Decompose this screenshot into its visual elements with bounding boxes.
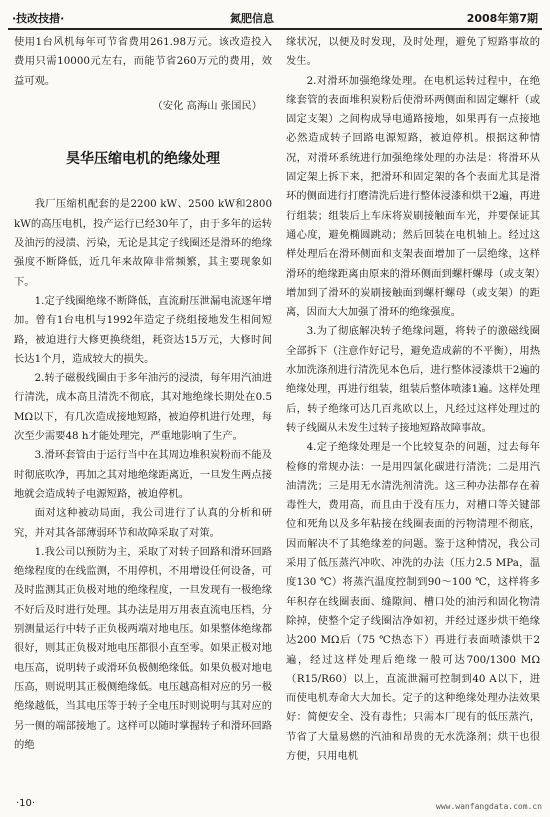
paragraph: 我厂压缩机配套的是2200 kW、2500 kW和2800 kW的高压电机，投产运行已经30年了，由于多年的运转及油污的浸渍、污染，无论是其定子线圈还是滑环的绝缘强度不断降低，近几年来故障非常频繁，其主要现象如下。 xyxy=(14,198,272,288)
journal-name: 氮肥信息 xyxy=(230,12,274,25)
paragraph: 3.为了彻底解决转子绝缘问题，将转子的激磁线圈全部拆下（注意作好记号，避免造成薪的不平衡），用热水加洗涤剂进行清洗见本色后，进行整体浸漆烘干2遍的绝缘处理，再进行组装，组装后整体喷漆1遍。这样处理后，转子绝缘可达几百兆欧以上，凡经过这样处理过的转子线圈从未发生过转子接地短路故障事故。 xyxy=(286,325,540,434)
paragraph: 3.滑环套管由于运行当中在其周边堆积炭粉而不能及时彻底吹净，再加之其对地绝缘距离近，一旦发生两点接地就会造成转子电源短路，被迫停机。 xyxy=(14,449,272,500)
right-column xyxy=(286,33,540,766)
previous-article-ending: 使用1台风机每年可节省费用261.98万元。该改造投入费用只需10000元左右，而能节省260万元的费用，效益可观。 xyxy=(14,36,272,87)
article-title: 昊华压缩电机的绝缘处理 xyxy=(66,151,220,168)
page-header xyxy=(8,4,542,30)
issue-label: 2008年第7期 xyxy=(466,12,538,25)
paragraph: 缘状况，以便及时发现，及时处理，避免了短路事故的发生。 xyxy=(286,36,540,68)
watermark: www.wanfangdata.com.cn xyxy=(436,802,542,811)
paragraph: 4.定子绝缘处理是一个比较复杂的问题，过去每年检修的常规办法：一是用四氯化碳进行清洗；二是用汽油清洗；三是用无水清洗剂清洗。这三种办法都存在着毒性大，费用高，而且由于没有压力，对槽口等关键部位和死角以及多年粘接在线圈表面的污物清理不彻底，因而解决不了其绝缘差的问题。鉴于这种情况，我公司采用了低压蒸汽冲吹、冲洗的办法（压力2.5 MPa，温度130 ℃）将蒸汽温度控制到90～100 ℃，这样将多年积存在线圈表面、缝隙间、槽口处的油污和固化物清除掉，使整个定子线圈洁净如初，并经过逐步烘干绝缘达200 MΩ后（75 ℃热态下）再进行表面喷漆烘干2遍，经过这样处理后绝缘一般可达700/1300 MΩ（R15/R60）以上，直流泄漏可控制到40 A以下，进而使电机寿命大大加长。定子的这种绝缘处理办法效果好：简便安全、没有毒性；只需本厂现有的低压蒸汽，节省了大量易燃的汽油和昂贵的无水洗涤剂；烘干也很方便，只用电机 xyxy=(286,441,540,762)
page-number: ·10· xyxy=(16,798,36,809)
left-column xyxy=(14,33,272,755)
paragraph: 面对这种被动局面，我公司进行了认真的分析和研究，并对其各部薄弱环节和故障采取了对策。 xyxy=(14,507,272,539)
paragraph: 1.我公司以预防为主，采取了对转子回路和滑环回路绝缘程度的在线监测，不用停机，不用增设任何设备，可及时监测其正负极对地的绝缘程度，一旦发现有一极绝缘不好后及时进行处理。其办法是用万用表直流电压档，分别测量运行中转子正负极两端对地电压。如果整体绝缘都很好，则其正负极对地电压都很小直至零。如果正极对地电压高，说明转子或滑环负极侧绝缘低。如果负极对地电压高，则说明其正极侧绝缘低。电压越高相对应的另一极绝缘越低，当其电压等于转子全电压时则说明与其对应的另一侧的端部接地了。这样可以随时掌握转子和滑环回路的绝 xyxy=(14,545,272,751)
paragraph: 2.转子磁极线圈由于多年油污的浸渍，每年用汽油进行清洗，成本高且清洗不彻底，其对地绝缘长期处在0.5 MΩ以下，有几次造成接地短路，被迫停机进行处理，每次至少需要48 h才能处理完，严重地影响了生产。 xyxy=(14,372,272,443)
section-label: ·技改技措· xyxy=(12,12,65,25)
paragraph: 1.定子线圈绝缘不断降低，直流耐压泄漏电流逐年增加。曾有1台电机与1992年造定子绕组接地发生相间短路，被迫进行大修更换绕组，耗资达15万元，大修时间长达1个月，造成较大的损失。 xyxy=(14,294,272,365)
previous-article-signature: （安化 高海山 张国民） xyxy=(152,99,262,112)
paragraph: 2.对滑环加强绝缘处理。在电机运转过程中，在绝缘套管的表面堆积炭粉后使滑环两侧面和固定螺杆（或固定支架）之间构成导电通路接地，如果再有一点接地必然造成转子回路电源短路，被迫停机。根据这种情况，对滑环系统进行加强绝缘处理的办法是：将滑环从固定架上拆下来，把滑环和固定架的各个表面尤其是滑环的侧面进行打磨清洗后进行整体浸漆和烘干2遍，再进行组装；组装后上车床将炭刷接触面车光，并要保证其通心度，避免椭圆跳动；然后回装在电机轴上。经过这样处理后在滑环侧面和支架表面增加了一层绝缘，这样滑环的绝缘距离由原来的滑环侧面到螺杆螺母（或支架）增加到了滑环的炭刷接触面到螺杆螺母（或支架）的距离，因而大大加强了滑环的绝缘强度。 xyxy=(286,74,540,319)
